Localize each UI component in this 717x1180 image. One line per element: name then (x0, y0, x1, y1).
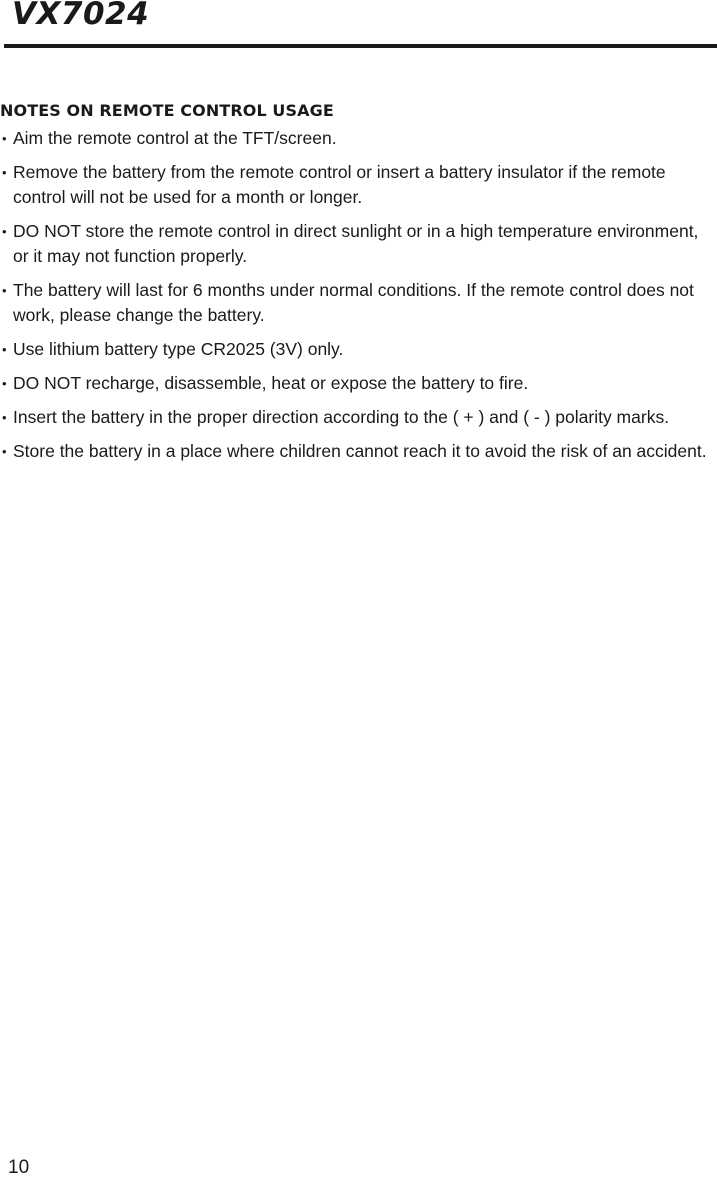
list-item (0, 160, 717, 210)
note-text: Use lithium battery type CR2025 (3V) only. (13, 339, 344, 359)
bullet-icon: • (2, 131, 7, 146)
note-text: The battery will last for 6 months under normal conditions. If the remote control does not work, please change the battery. (13, 280, 694, 325)
note-text: Aim the remote control at the TFT/screen. (13, 128, 337, 148)
title-divider (4, 44, 717, 48)
note-text: Store the battery in a place where children cannot reach it to avoid the risk of an accident. (13, 441, 707, 461)
bullet-icon: • (2, 444, 7, 459)
list-item (0, 278, 717, 328)
page-number: 10 (8, 1157, 30, 1178)
bullet-icon: • (2, 283, 7, 298)
bullet-icon: • (2, 224, 7, 239)
list-item (0, 126, 717, 151)
model-title: VX7024 (12, 0, 150, 32)
notes-list (0, 126, 717, 473)
list-item (0, 439, 717, 464)
list-item (0, 405, 717, 430)
note-text: DO NOT recharge, disassemble, heat or expose the battery to fire. (13, 373, 529, 393)
note-text: Remove the battery from the remote control or insert a battery insulator if the remote control will not be used for a month or longer. (13, 162, 666, 207)
note-text: DO NOT store the remote control in direct sunlight or in a high temperature environment, or it may not function properly. (13, 221, 699, 266)
bullet-icon: • (2, 376, 7, 391)
list-item (0, 371, 717, 396)
section-heading: NOTES ON REMOTE CONTROL USAGE (0, 101, 334, 120)
list-item (0, 337, 717, 362)
list-item (0, 219, 717, 269)
bullet-icon: • (2, 342, 7, 357)
bullet-icon: • (2, 165, 7, 180)
note-text: Insert the battery in the proper direction according to the ( + ) and ( - ) polarity marks. (13, 407, 670, 427)
bullet-icon: • (2, 410, 7, 425)
